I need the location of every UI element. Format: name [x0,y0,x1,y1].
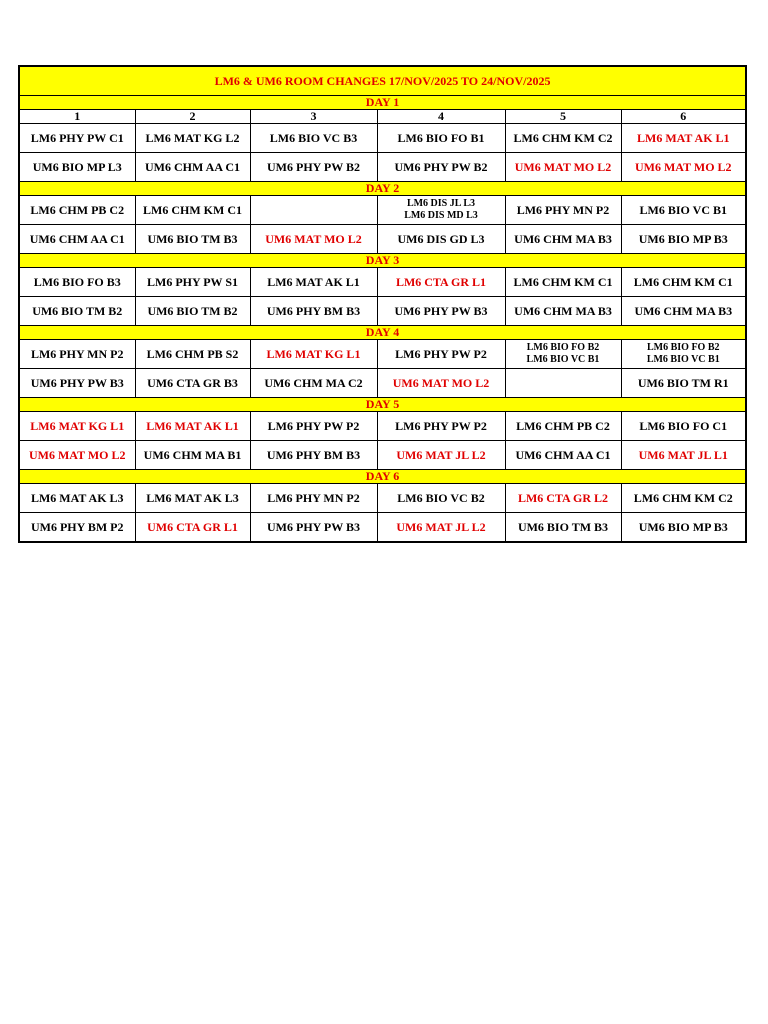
schedule-cell: UM6 CTA GR L1 [135,513,250,543]
schedule-cell [250,196,377,225]
schedule-cell: UM6 CHM MA C2 [250,369,377,398]
schedule-cell: UM6 BIO MP L3 [19,153,135,182]
schedule-cell-line: LM6 BIO FO B2 [647,342,720,353]
schedule-cell: LM6 MAT KG L1 [250,340,377,369]
schedule-cell: UM6 DIS GD L3 [377,225,505,254]
schedule-cell: UM6 PHY BM B3 [250,297,377,326]
schedule-row [19,297,746,326]
schedule-cell: LM6 CHM PB S2 [135,340,250,369]
day-label: DAY 2 [19,182,746,196]
schedule-cell: LM6 CTA GR L2 [505,484,621,513]
schedule-cell: LM6 CHM PB C2 [19,196,135,225]
schedule-cell-line: LM6 BIO VC B1 [526,354,600,365]
column-number: 5 [505,110,621,124]
room-changes-table-body [19,66,746,542]
schedule-row [19,513,746,543]
schedule-row [19,369,746,398]
schedule-cell: LM6 MAT AK L1 [250,268,377,297]
schedule-cell: UM6 MAT MO L2 [377,369,505,398]
day-header-row [19,398,746,412]
schedule-cell: UM6 CHM MA B3 [505,297,621,326]
schedule-row [19,153,746,182]
schedule-cell: LM6 BIO VC B3 [250,124,377,153]
title-row [19,66,746,96]
schedule-cell: LM6 CHM KM C2 [621,484,746,513]
schedule-cell: LM6 CHM KM C2 [505,124,621,153]
day-label: DAY 3 [19,254,746,268]
schedule-cell: LM6 CHM PB C2 [505,412,621,441]
schedule-cell: LM6 CHM KM C1 [135,196,250,225]
schedule-row [19,268,746,297]
schedule-cell: UM6 BIO TM B2 [135,297,250,326]
day-label: DAY 4 [19,326,746,340]
schedule-cell: LM6 MAT AK L1 [621,124,746,153]
schedule-cell: UM6 CTA GR B3 [135,369,250,398]
schedule-cell: UM6 MAT JL L2 [377,513,505,543]
schedule-cell: LM6 CHM KM C1 [505,268,621,297]
column-number: 1 [19,110,135,124]
column-number: 3 [250,110,377,124]
schedule-cell: LM6 PHY PW P2 [250,412,377,441]
column-number-row [19,110,746,124]
schedule-cell: LM6 MAT AK L3 [135,484,250,513]
schedule-cell: LM6 MAT KG L2 [135,124,250,153]
schedule-row [19,124,746,153]
schedule-cell-line: LM6 BIO FO B2 [526,342,600,353]
schedule-cell: UM6 CHM MA B3 [621,297,746,326]
schedule-row [19,340,746,369]
schedule-cell: UM6 MAT JL L2 [377,441,505,470]
day-label: DAY 6 [19,470,746,484]
schedule-cell: UM6 CHM AA C1 [135,153,250,182]
schedule-cell: UM6 MAT MO L2 [250,225,377,254]
schedule-cell-line: LM6 BIO VC B1 [646,354,720,365]
day-header-row [19,182,746,196]
schedule-cell: LM6 PHY MN P2 [505,196,621,225]
schedule-row [19,441,746,470]
day-label: DAY 1 [19,96,746,110]
schedule-row [19,484,746,513]
schedule-cell: LM6 PHY PW S1 [135,268,250,297]
schedule-cell [621,340,746,369]
day-label: DAY 5 [19,398,746,412]
schedule-cell: UM6 CHM MA B1 [135,441,250,470]
schedule-cell: LM6 CHM KM C1 [621,268,746,297]
schedule-row [19,225,746,254]
schedule-cell: UM6 PHY BM B3 [250,441,377,470]
schedule-cell: UM6 BIO TM B3 [135,225,250,254]
schedule-cell: UM6 PHY PW B2 [250,153,377,182]
schedule-cell: UM6 MAT MO L2 [505,153,621,182]
schedule-cell: UM6 BIO MP B3 [621,513,746,543]
schedule-cell: UM6 BIO TM B2 [19,297,135,326]
schedule-cell-line: LM6 DIS MD L3 [404,210,478,221]
schedule-cell: LM6 PHY PW C1 [19,124,135,153]
column-number: 2 [135,110,250,124]
schedule-cell: UM6 PHY PW B2 [377,153,505,182]
schedule-cell: UM6 BIO MP B3 [621,225,746,254]
schedule-cell: LM6 BIO VC B1 [621,196,746,225]
schedule-cell: UM6 BIO TM B3 [505,513,621,543]
day-header-row [19,326,746,340]
schedule-cell [377,196,505,225]
schedule-cell: UM6 MAT MO L2 [621,153,746,182]
column-number: 6 [621,110,746,124]
schedule-row [19,412,746,441]
schedule-cell: LM6 MAT KG L1 [19,412,135,441]
schedule-cell: LM6 PHY PW P2 [377,340,505,369]
schedule-row [19,196,746,225]
schedule-cell: UM6 PHY PW B3 [377,297,505,326]
schedule-cell: UM6 CHM MA B3 [505,225,621,254]
schedule-cell: LM6 CTA GR L1 [377,268,505,297]
schedule-cell: LM6 BIO FO B3 [19,268,135,297]
room-changes-table [18,65,747,543]
schedule-cell: LM6 PHY MN P2 [19,340,135,369]
schedule-cell-line: LM6 DIS JL L3 [406,198,476,209]
schedule-cell: LM6 BIO FO B1 [377,124,505,153]
schedule-cell [505,340,621,369]
day-header-row [19,96,746,110]
schedule-cell: UM6 MAT MO L2 [19,441,135,470]
schedule-cell: UM6 PHY PW B3 [19,369,135,398]
schedule-cell: LM6 BIO VC B2 [377,484,505,513]
schedule-cell: UM6 CHM AA C1 [19,225,135,254]
schedule-cell [505,369,621,398]
schedule-cell: UM6 MAT JL L1 [621,441,746,470]
day-header-row [19,470,746,484]
schedule-cell: UM6 PHY PW B3 [250,513,377,543]
schedule-cell: LM6 BIO FO C1 [621,412,746,441]
day-header-row [19,254,746,268]
schedule-cell: LM6 MAT AK L1 [135,412,250,441]
column-number: 4 [377,110,505,124]
schedule-cell: LM6 PHY PW P2 [377,412,505,441]
schedule-cell: UM6 BIO TM R1 [621,369,746,398]
schedule-cell: LM6 MAT AK L3 [19,484,135,513]
schedule-cell: UM6 PHY BM P2 [19,513,135,543]
schedule-cell: LM6 PHY MN P2 [250,484,377,513]
sheet-title: LM6 & UM6 ROOM CHANGES 17/NOV/2025 TO 24/NOV/2025 [19,66,746,96]
schedule-cell: UM6 CHM AA C1 [505,441,621,470]
